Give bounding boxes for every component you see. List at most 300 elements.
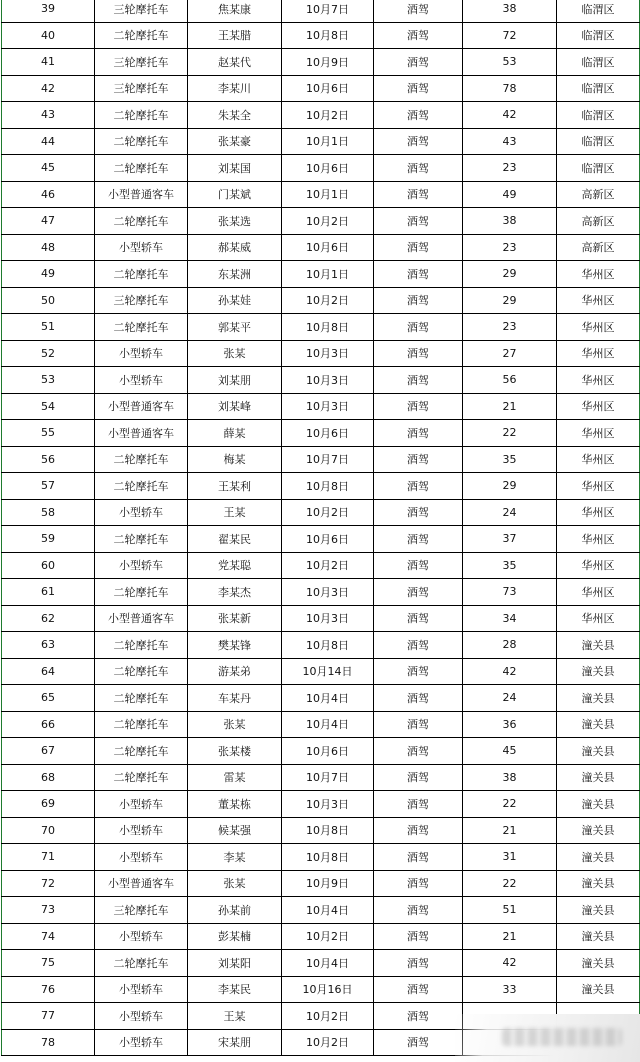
row-number-cell: 47: [2, 208, 95, 235]
vehicle-type-cell: 小型普通客车: [95, 393, 188, 420]
table-row: [2, 75, 640, 102]
vehicle-type-cell: 小型普通客车: [95, 420, 188, 447]
name-cell: 孙某前: [188, 897, 282, 924]
name-cell: 候某强: [188, 817, 282, 844]
date-cell: 10月8日: [282, 473, 374, 500]
district-cell: 潼关县: [557, 976, 640, 1003]
district-cell: 潼关县: [557, 658, 640, 685]
row-number-cell: 76: [2, 976, 95, 1003]
vehicle-type-cell: 小型轿车: [95, 923, 188, 950]
violation-cell: 酒驾: [374, 1003, 463, 1030]
name-cell: 王某腊: [188, 22, 282, 49]
district-cell: 临渭区: [557, 155, 640, 182]
name-cell: 张某: [188, 711, 282, 738]
row-number-cell: 68: [2, 764, 95, 791]
district-cell: 潼关县: [557, 764, 640, 791]
date-cell: 10月3日: [282, 340, 374, 367]
table-row: [2, 155, 640, 182]
name-cell: 张某选: [188, 208, 282, 235]
table-row: [2, 658, 640, 685]
table-row: [2, 420, 640, 447]
table-row: [2, 817, 640, 844]
table-row: [2, 0, 640, 22]
name-cell: 刘某峰: [188, 393, 282, 420]
row-number-cell: 52: [2, 340, 95, 367]
row-number-cell: 63: [2, 632, 95, 659]
table-row: [2, 22, 640, 49]
date-cell: 10月1日: [282, 181, 374, 208]
date-cell: 10月2日: [282, 1003, 374, 1030]
vehicle-type-cell: 二轮摩托车: [95, 208, 188, 235]
district-cell: 高新区: [557, 181, 640, 208]
violation-cell: 酒驾: [374, 923, 463, 950]
row-number-cell: 54: [2, 393, 95, 420]
age-cell: 21: [463, 817, 557, 844]
violation-cell: 酒驾: [374, 552, 463, 579]
district-cell: 临渭区: [557, 49, 640, 76]
table-row: [2, 208, 640, 235]
table-row: [2, 632, 640, 659]
name-cell: 党某聪: [188, 552, 282, 579]
date-cell: 10月2日: [282, 287, 374, 314]
vehicle-type-cell: 小型轿车: [95, 791, 188, 818]
vehicle-type-cell: 三轮摩托车: [95, 75, 188, 102]
district-cell: 潼关县: [557, 844, 640, 871]
vehicle-type-cell: 二轮摩托车: [95, 950, 188, 977]
row-number-cell: 75: [2, 950, 95, 977]
name-cell: 雷某: [188, 764, 282, 791]
age-cell: 38: [463, 208, 557, 235]
vehicle-type-cell: 小型普通客车: [95, 605, 188, 632]
violation-cell: 酒驾: [374, 22, 463, 49]
age-cell: 45: [463, 738, 557, 765]
age-cell: 72: [463, 22, 557, 49]
date-cell: 10月3日: [282, 579, 374, 606]
name-cell: 张某楼: [188, 738, 282, 765]
district-cell: 潼关县: [557, 685, 640, 712]
table-row: [2, 579, 640, 606]
age-cell: 42: [463, 950, 557, 977]
name-cell: 焦某康: [188, 0, 282, 22]
vehicle-type-cell: 二轮摩托车: [95, 22, 188, 49]
date-cell: 10月6日: [282, 526, 374, 553]
age-cell: 42: [463, 658, 557, 685]
vehicle-type-cell: 小型轿车: [95, 976, 188, 1003]
district-cell: 华州区: [557, 261, 640, 288]
violation-cell: 酒驾: [374, 579, 463, 606]
table-row: [2, 473, 640, 500]
date-cell: 10月3日: [282, 367, 374, 394]
name-cell: 王某: [188, 1003, 282, 1030]
row-number-cell: 77: [2, 1003, 95, 1030]
age-cell: 51: [463, 897, 557, 924]
name-cell: 孙某娃: [188, 287, 282, 314]
vehicle-type-cell: 二轮摩托车: [95, 632, 188, 659]
vehicle-type-cell: 小型轿车: [95, 1029, 188, 1056]
row-number-cell: 48: [2, 234, 95, 261]
row-number-cell: 51: [2, 314, 95, 341]
name-cell: 张某新: [188, 605, 282, 632]
district-cell: 临渭区: [557, 75, 640, 102]
name-cell: 车某丹: [188, 685, 282, 712]
age-cell: 38: [463, 0, 557, 22]
row-number-cell: 45: [2, 155, 95, 182]
violation-cell: 酒驾: [374, 393, 463, 420]
violation-cell: 酒驾: [374, 844, 463, 871]
vehicle-type-cell: 二轮摩托车: [95, 102, 188, 129]
table-row: [2, 870, 640, 897]
date-cell: 10月6日: [282, 420, 374, 447]
date-cell: 10月4日: [282, 711, 374, 738]
name-cell: 董某栋: [188, 791, 282, 818]
name-cell: 张某豪: [188, 128, 282, 155]
vehicle-type-cell: 二轮摩托车: [95, 473, 188, 500]
row-number-cell: 56: [2, 446, 95, 473]
table-row: [2, 314, 640, 341]
violation-cell: 酒驾: [374, 658, 463, 685]
date-cell: 10月8日: [282, 22, 374, 49]
name-cell: 刘某阳: [188, 950, 282, 977]
table-row: [2, 605, 640, 632]
age-cell: 37: [463, 526, 557, 553]
table-row: [2, 844, 640, 871]
violation-cell: 酒驾: [374, 49, 463, 76]
age-cell: 33: [463, 976, 557, 1003]
district-cell: 潼关县: [557, 950, 640, 977]
violation-cell: 酒驾: [374, 181, 463, 208]
row-number-cell: 61: [2, 579, 95, 606]
vehicle-type-cell: 小型轿车: [95, 817, 188, 844]
table-row: [2, 446, 640, 473]
violation-cell: 酒驾: [374, 817, 463, 844]
district-cell: 临渭区: [557, 0, 640, 22]
name-cell: 郝某威: [188, 234, 282, 261]
district-cell: 高新区: [557, 234, 640, 261]
name-cell: 彭某楠: [188, 923, 282, 950]
table-row: [2, 764, 640, 791]
vehicle-type-cell: 二轮摩托车: [95, 526, 188, 553]
violation-cell: 酒驾: [374, 287, 463, 314]
date-cell: 10月4日: [282, 950, 374, 977]
violation-cell: 酒驾: [374, 685, 463, 712]
table-row: [2, 234, 640, 261]
table-row: [2, 499, 640, 526]
vehicle-type-cell: 二轮摩托车: [95, 128, 188, 155]
district-cell: 临渭区: [557, 22, 640, 49]
age-cell: 35: [463, 446, 557, 473]
age-cell: 23: [463, 314, 557, 341]
table-row: [2, 976, 640, 1003]
table-row: [2, 711, 640, 738]
district-cell: 潼关县: [557, 632, 640, 659]
date-cell: 10月6日: [282, 738, 374, 765]
violation-cell: 酒驾: [374, 1029, 463, 1056]
date-cell: 10月14日: [282, 658, 374, 685]
name-cell: 王某: [188, 499, 282, 526]
date-cell: 10月9日: [282, 870, 374, 897]
table-row: [2, 526, 640, 553]
vehicle-type-cell: 小型轿车: [95, 552, 188, 579]
row-number-cell: 49: [2, 261, 95, 288]
vehicle-type-cell: 小型普通客车: [95, 870, 188, 897]
violation-cell: 酒驾: [374, 155, 463, 182]
date-cell: 10月8日: [282, 632, 374, 659]
age-cell: 38: [463, 764, 557, 791]
name-cell: 李某: [188, 844, 282, 871]
district-cell: 华州区: [557, 393, 640, 420]
district-cell: 华州区: [557, 446, 640, 473]
date-cell: 10月7日: [282, 0, 374, 22]
age-cell: 27: [463, 340, 557, 367]
vehicle-type-cell: 二轮摩托车: [95, 658, 188, 685]
vehicle-type-cell: 三轮摩托车: [95, 897, 188, 924]
district-cell: 华州区: [557, 287, 640, 314]
date-cell: 10月8日: [282, 314, 374, 341]
row-number-cell: 50: [2, 287, 95, 314]
date-cell: 10月1日: [282, 261, 374, 288]
date-cell: 10月3日: [282, 605, 374, 632]
age-cell: 24: [463, 685, 557, 712]
table-row: [2, 897, 640, 924]
date-cell: 10月4日: [282, 685, 374, 712]
row-number-cell: 69: [2, 791, 95, 818]
table-row: [2, 261, 640, 288]
violation-cell: 酒驾: [374, 128, 463, 155]
row-number-cell: 39: [2, 0, 95, 22]
name-cell: 薛某: [188, 420, 282, 447]
table-row: [2, 102, 640, 129]
violation-cell: 酒驾: [374, 738, 463, 765]
name-cell: 刘某国: [188, 155, 282, 182]
vehicle-type-cell: 小型轿车: [95, 234, 188, 261]
age-cell: 29: [463, 261, 557, 288]
violation-cell: 酒驾: [374, 605, 463, 632]
vehicle-type-cell: 二轮摩托车: [95, 685, 188, 712]
name-cell: 门某斌: [188, 181, 282, 208]
row-number-cell: 62: [2, 605, 95, 632]
age-cell: 36: [463, 711, 557, 738]
vehicle-type-cell: 二轮摩托车: [95, 155, 188, 182]
violation-cell: 酒驾: [374, 870, 463, 897]
date-cell: 10月2日: [282, 102, 374, 129]
table-row: [2, 367, 640, 394]
row-number-cell: 73: [2, 897, 95, 924]
name-cell: 郭某平: [188, 314, 282, 341]
table-row: [2, 685, 640, 712]
row-number-cell: 65: [2, 685, 95, 712]
district-cell: 临渭区: [557, 128, 640, 155]
violation-cell: 酒驾: [374, 950, 463, 977]
age-cell: 34: [463, 605, 557, 632]
violation-cell: 酒驾: [374, 314, 463, 341]
age-cell: 53: [463, 49, 557, 76]
table-row: [2, 791, 640, 818]
row-number-cell: 43: [2, 102, 95, 129]
name-cell: 翟某民: [188, 526, 282, 553]
age-cell: 22: [463, 791, 557, 818]
violation-cell: 酒驾: [374, 0, 463, 22]
vehicle-type-cell: 二轮摩托车: [95, 579, 188, 606]
date-cell: 10月1日: [282, 128, 374, 155]
records-table: [1, 0, 640, 1056]
row-number-cell: 41: [2, 49, 95, 76]
violation-cell: 酒驾: [374, 75, 463, 102]
vehicle-type-cell: 小型轿车: [95, 340, 188, 367]
vehicle-type-cell: 小型轿车: [95, 1003, 188, 1030]
date-cell: 10月6日: [282, 75, 374, 102]
age-cell: 22: [463, 420, 557, 447]
district-cell: 华州区: [557, 552, 640, 579]
name-cell: 王某利: [188, 473, 282, 500]
age-cell: 29: [463, 287, 557, 314]
name-cell: 张某: [188, 340, 282, 367]
date-cell: 10月3日: [282, 393, 374, 420]
age-cell: 21: [463, 393, 557, 420]
age-cell: 29: [463, 473, 557, 500]
table-row: [2, 1003, 640, 1030]
vehicle-type-cell: 二轮摩托车: [95, 261, 188, 288]
vehicle-type-cell: 小型轿车: [95, 499, 188, 526]
row-number-cell: 58: [2, 499, 95, 526]
age-cell: [463, 1029, 557, 1056]
vehicle-type-cell: 二轮摩托车: [95, 738, 188, 765]
district-cell: 临渭区: [557, 102, 640, 129]
table-row: [2, 340, 640, 367]
name-cell: 赵某代: [188, 49, 282, 76]
table-row: [2, 287, 640, 314]
date-cell: 10月2日: [282, 208, 374, 235]
table-row: [2, 181, 640, 208]
district-cell: 华州区: [557, 579, 640, 606]
age-cell: 73: [463, 579, 557, 606]
violation-cell: 酒驾: [374, 711, 463, 738]
records-table-body: [2, 0, 640, 1056]
date-cell: 10月2日: [282, 923, 374, 950]
row-number-cell: 44: [2, 128, 95, 155]
age-cell: 35: [463, 552, 557, 579]
table-row: [2, 1029, 640, 1056]
vehicle-type-cell: 小型轿车: [95, 367, 188, 394]
table-row: [2, 738, 640, 765]
name-cell: 梅某: [188, 446, 282, 473]
district-cell: 华州区: [557, 605, 640, 632]
vehicle-type-cell: 二轮摩托车: [95, 711, 188, 738]
name-cell: 张某: [188, 870, 282, 897]
age-cell: 21: [463, 923, 557, 950]
name-cell: 李某川: [188, 75, 282, 102]
row-number-cell: 57: [2, 473, 95, 500]
row-number-cell: 74: [2, 923, 95, 950]
violation-cell: 酒驾: [374, 102, 463, 129]
district-cell: [557, 1029, 640, 1056]
violation-cell: 酒驾: [374, 261, 463, 288]
violation-cell: 酒驾: [374, 526, 463, 553]
row-number-cell: 55: [2, 420, 95, 447]
district-cell: 潼关县: [557, 817, 640, 844]
date-cell: 10月9日: [282, 49, 374, 76]
violation-cell: 酒驾: [374, 446, 463, 473]
row-number-cell: 53: [2, 367, 95, 394]
district-cell: 华州区: [557, 420, 640, 447]
age-cell: 23: [463, 234, 557, 261]
district-cell: 华州区: [557, 526, 640, 553]
vehicle-type-cell: 二轮摩托车: [95, 764, 188, 791]
row-number-cell: 59: [2, 526, 95, 553]
name-cell: 游某弟: [188, 658, 282, 685]
name-cell: 宋某朋: [188, 1029, 282, 1056]
district-cell: 潼关县: [557, 870, 640, 897]
date-cell: 10月8日: [282, 844, 374, 871]
violation-cell: 酒驾: [374, 340, 463, 367]
age-cell: 28: [463, 632, 557, 659]
date-cell: 10月4日: [282, 897, 374, 924]
violation-cell: 酒驾: [374, 367, 463, 394]
violation-cell: 酒驾: [374, 897, 463, 924]
name-cell: 樊某锋: [188, 632, 282, 659]
name-cell: 李某民: [188, 976, 282, 1003]
district-cell: 华州区: [557, 499, 640, 526]
date-cell: 10月8日: [282, 817, 374, 844]
vehicle-type-cell: 二轮摩托车: [95, 314, 188, 341]
district-cell: 华州区: [557, 340, 640, 367]
age-cell: 22: [463, 870, 557, 897]
district-cell: 潼关县: [557, 897, 640, 924]
table-row: [2, 950, 640, 977]
violation-cell: 酒驾: [374, 473, 463, 500]
vehicle-type-cell: 小型普通客车: [95, 181, 188, 208]
vehicle-type-cell: 二轮摩托车: [95, 446, 188, 473]
date-cell: 10月7日: [282, 764, 374, 791]
district-cell: 潼关县: [557, 711, 640, 738]
date-cell: 10月6日: [282, 155, 374, 182]
age-cell: 56: [463, 367, 557, 394]
violation-cell: 酒驾: [374, 234, 463, 261]
vehicle-type-cell: 三轮摩托车: [95, 287, 188, 314]
date-cell: 10月16日: [282, 976, 374, 1003]
table-row: [2, 552, 640, 579]
district-cell: 潼关县: [557, 923, 640, 950]
age-cell: 42: [463, 102, 557, 129]
district-cell: 华州区: [557, 314, 640, 341]
vehicle-type-cell: 三轮摩托车: [95, 49, 188, 76]
name-cell: 东某洲: [188, 261, 282, 288]
table-row: [2, 393, 640, 420]
row-number-cell: 67: [2, 738, 95, 765]
age-cell: 78: [463, 75, 557, 102]
row-number-cell: 78: [2, 1029, 95, 1056]
district-cell: [557, 1003, 640, 1030]
date-cell: 10月2日: [282, 499, 374, 526]
name-cell: 朱某全: [188, 102, 282, 129]
violation-cell: 酒驾: [374, 632, 463, 659]
district-cell: 华州区: [557, 367, 640, 394]
table-row: [2, 128, 640, 155]
date-cell: 10月6日: [282, 234, 374, 261]
row-number-cell: 42: [2, 75, 95, 102]
row-number-cell: 46: [2, 181, 95, 208]
violation-cell: 酒驾: [374, 420, 463, 447]
name-cell: 李某杰: [188, 579, 282, 606]
name-cell: 刘某朋: [188, 367, 282, 394]
date-cell: 10月2日: [282, 552, 374, 579]
age-cell: 43: [463, 128, 557, 155]
violation-cell: 酒驾: [374, 764, 463, 791]
table-row: [2, 923, 640, 950]
row-number-cell: 66: [2, 711, 95, 738]
violation-cell: 酒驾: [374, 976, 463, 1003]
district-cell: 华州区: [557, 473, 640, 500]
date-cell: 10月2日: [282, 1029, 374, 1056]
